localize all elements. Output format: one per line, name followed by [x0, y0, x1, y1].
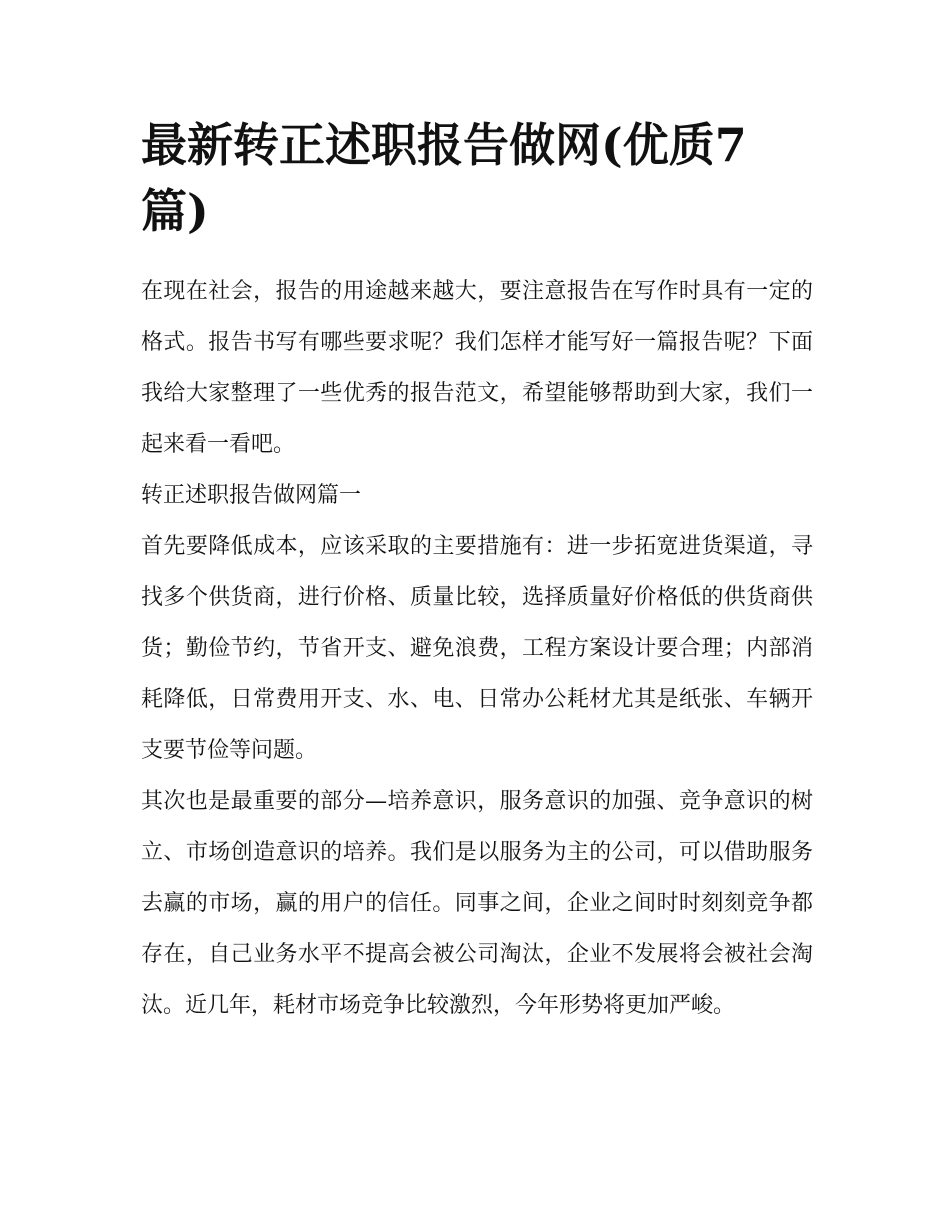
document-body — [141, 266, 813, 1031]
intro-paragraph: 在现在社会，报告的用途越来越大，要注意报告在写作时具有一定的格式。报告书写有哪些要求呢？我们怎样才能写好一篇报告呢？下面我给大家整理了一些优秀的报告范文，希望能够帮助到大家，我们一起来看一看吧。 — [141, 279, 813, 457]
document-page — [141, 112, 813, 1031]
document-title: 最新转正述职报告做网(优质7篇) — [141, 118, 747, 238]
section-heading: 转正述职报告做网篇一 — [141, 483, 362, 508]
body-paragraph-cost: 首先要降低成本，应该采取的主要措施有：进一步拓宽进货渠道，寻找多个供货商，进行价格、质量比较，选择质量好价格低的供货商供货；勤俭节约，节省开支、避免浪费，工程方案设计要合理；内部消耗降低，日常费用开支、水、电、日常办公耗材尤其是纸张、车辆开支要节俭等问题。 — [141, 534, 813, 763]
body-paragraph-awareness: 其次也是最重要的部分—培养意识，服务意识的加强、竞争意识的树立、市场创造意识的培养。我们是以服务为主的公司，可以借助服务去赢的市场，赢的用户的信任。同事之间，企业之间时时刻刻竞争都存在，自己业务水平不提高会被公司淘汰，企业不发展将会被社会淘汰。近几年，耗材市场竞争比较激烈，今年形势将更加严峻。 — [141, 789, 813, 1018]
